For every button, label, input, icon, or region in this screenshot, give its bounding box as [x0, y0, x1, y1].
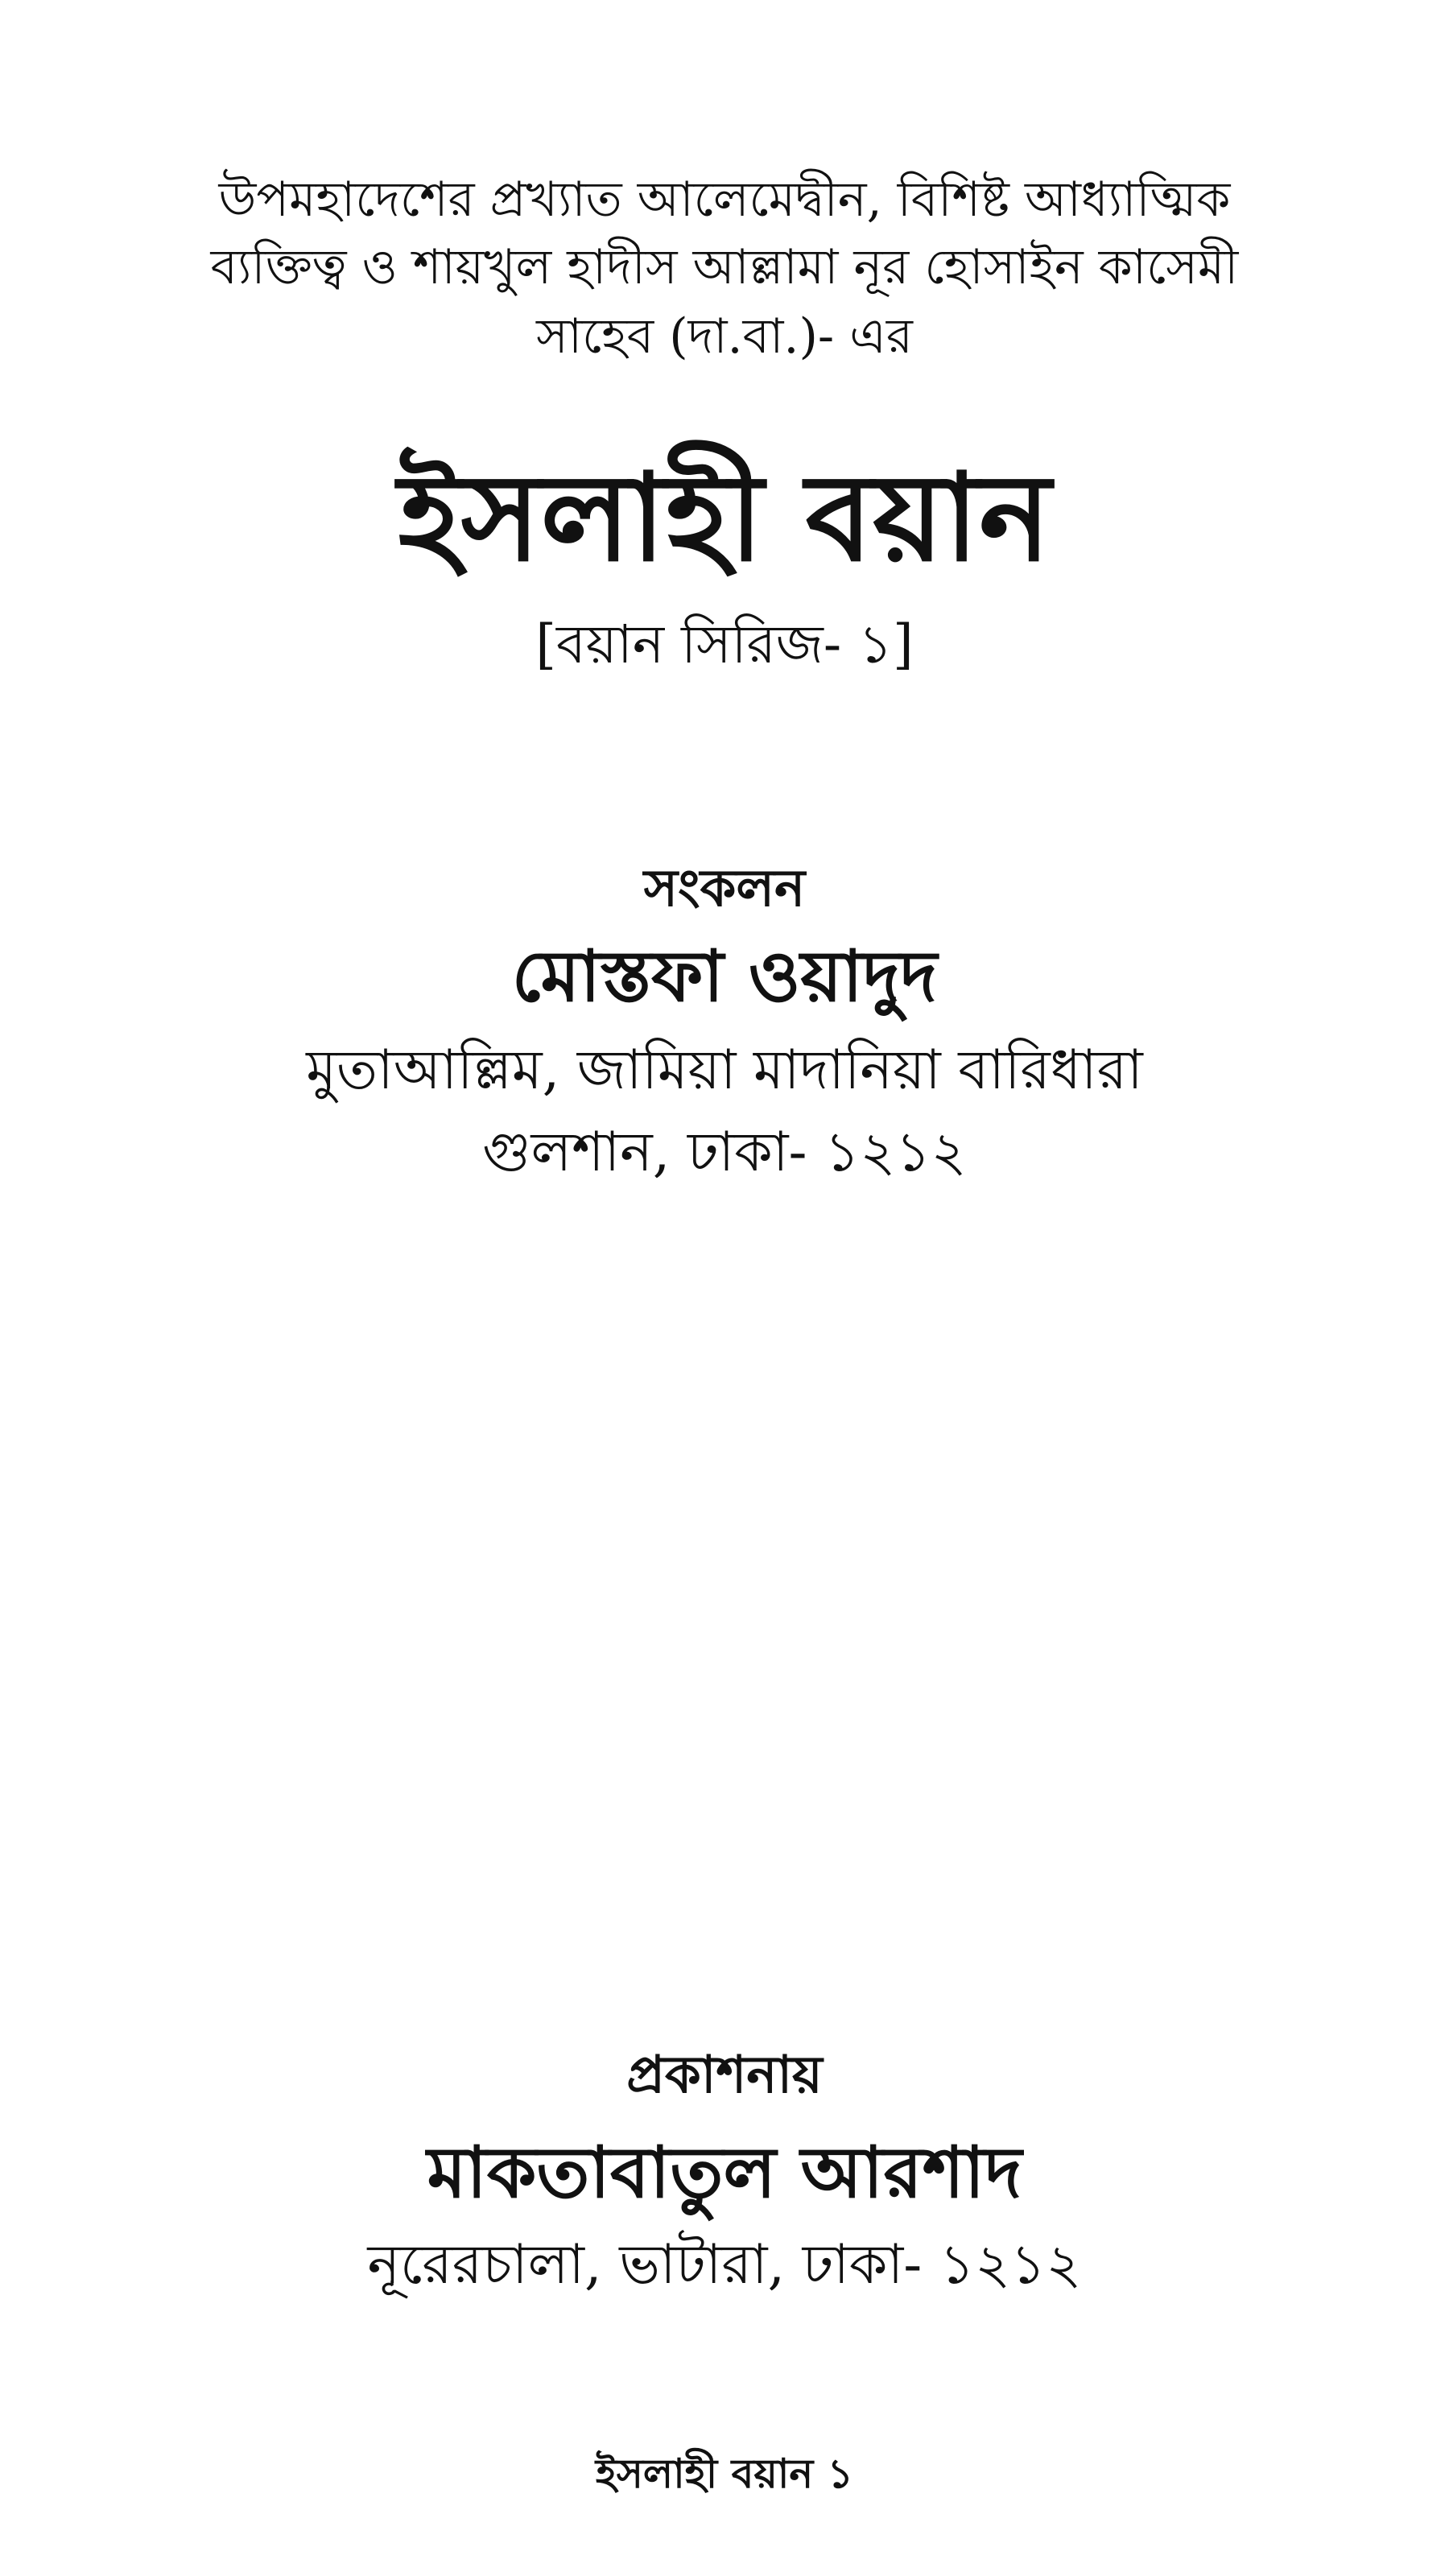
publisher-label: প্রকাশনায়	[626, 2045, 823, 2105]
series-label: [বয়ান সিরিজ- ১]	[535, 613, 914, 675]
intro-line-2: ব্যক্তিত্ব ও শায়খুল হাদীস আল্লামা নূর হোসাইন কাসেমী	[210, 239, 1239, 295]
compiler-label: সংকলন	[643, 858, 806, 919]
compiler-position: মুতাআল্লিম, জামিয়া মাদানিয়া বারিধারা	[306, 1038, 1143, 1102]
intro-line-3: সাহেব (দা.বা.)- এর	[536, 308, 913, 365]
intro-line-1: উপমহাদেশের প্রখ্যাত আলেমেদ্বীন, বিশিষ্ট আধ্যাত্মিক	[218, 171, 1231, 228]
running-title: ইসলাহী বয়ান ১	[595, 2450, 854, 2497]
book-title: ইসলাহী বয়ান	[398, 447, 1051, 588]
compiler-name: মোস্তফা ওয়াদুদ	[511, 934, 938, 1018]
publisher-name: মাকতাবাতুল আরশাদ	[427, 2130, 1022, 2214]
compiler-address: গুলশান, ঢাকা- ১২১২	[482, 1121, 967, 1184]
publisher-address: নূরেরচালা, ভাটারা, ঢাকা- ১২১২	[367, 2233, 1082, 2297]
